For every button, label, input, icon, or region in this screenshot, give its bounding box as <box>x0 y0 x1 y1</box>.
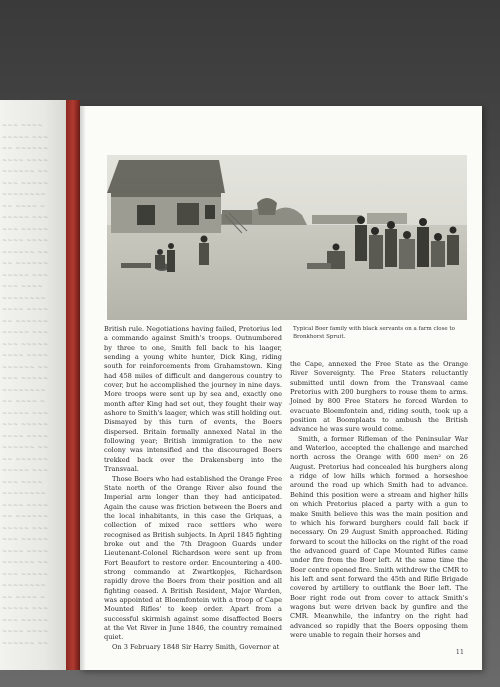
text-column-right <box>290 360 468 640</box>
book-page <box>80 106 482 670</box>
page-number: 11 <box>455 648 464 656</box>
book-cover-edge <box>66 100 80 670</box>
farm-scene-image <box>107 155 467 320</box>
paragraph: On 3 February 1848 Sir Harry Smith, Governor at <box>112 642 280 651</box>
photo-caption: Typical Boer family with black servants on a farm close to Bronkhorst Spruit. <box>293 326 455 340</box>
facing-page-edge <box>0 100 80 670</box>
paragraph: the Cape, annexed the Free State as the Orange River Sovereignty. The Free Staters reluctantly submitted until down from the Transvaal came Pretorius with 200 burghers to rouse them to arms. Joined by 800 Free Staters he forced Warden to evacuate Bloemfontein and, riding south, took up a position at Boomplaats to ambush the British advance he was sure would come. <box>290 360 468 434</box>
historical-photograph <box>107 155 467 320</box>
bleed-through-text: ~~~ ~~~~ ~~~~~ ~~~ ~~ ~~~~~~ ~~~~ ~~~~ ~~~~~~ ~~ ~~~ ~~~~~ ~~~~~~~~ ~~ ~~~~ ~ ~~~~~ ~~~ ~~~ ~~~~~ ~~~~ ~~~~ ~~~~~~ ~~ ~~ ~~~~~~ ~~~~~ ~~~ ~~~ ~~~~ ~~~~~~~~ ~~~~ ~~~~ ~~ ~~~~~~ ~~~~~ ~~~ ~~~ ~~~~~ ~~~~ ~~~~ ~~~~~~ ~~ ~~~ ~~~~~ ~~~~~~~~ ~~ ~~~~ ~ ~~~~~ ~~~ ~~~ ~~~~~ ~~~~ ~~~~ ~~~~~~ ~~ ~~ ~~~~~~ ~~~~~ ~~~ ~~~ ~~~~ ~~~~~~~~ ~~~~ ~~~~ ~~ ~~~~~~ ~~~~~ ~~~ ~~~ ~~~~~ ~~~~ ~~~~ ~~~~~~ ~~ ~~~ ~~~~~ ~~~~~~~~ ~~ ~~~~ ~ ~~~~~ ~~~ ~~~ ~~~~~ ~~~~ ~~~~ ~~~~~~ ~~ <box>2 122 49 647</box>
paragraph: British rule. Negotiations having failed, Pretorius led a commando against Smith's troops. Outnumbered by three to one, Smith fell back to his laager, sending a young white hunter, Dick King, riding south for reinforcements from Grahamstown. King had 458 miles of difficult and dangerous country to cover, but he accomplished the journey in nine days. More troops were sent up by sea and, exactly one month after King had set out, they fought their way ashore to Smith's laager, which was still holding out. Dismayed by this turn of events, the Boers dispersed. Britain formally annexed Natal in the following year; British immigration to the new colony was intensified and the discouraged Boers trekked back over the Drakensberg into the Transvaal. <box>104 325 283 474</box>
text-column-left <box>104 325 282 652</box>
paragraph: Smith, a former Rifleman of the Peninsular War and Waterloo, accepted the challenge and marched north across the Orange with 600 men² on 26 August. Pretorius had concealed his burghers along a ridge of low hills which formed a horseshoe around the road up which Smith had to advance. Behind this position were a stream and higher hills on which Pretorius placed a party with a gun to make Smith believe this was the main position and to which his forward burghers could fall back if necessary. On 29 August Smith approached. Riding forward to scout the hillocks on the right of the road the advanced guard of Cape Mounted Rifles came under fire from the Boer left. At the same time the Boer centre opened fire. Smith withdrew the CMR to his left and sent forward the 45th and Rifle Brigade covered by artillery to outflank the Boer left. The Boer right rode out from cover to attack Smith's wagons but were driven back by gunfire and the CMR. Meanwhile, the infantry on the right had advanced so rapidly that the Boers opposing them were unable to regain their horses and <box>290 434 468 639</box>
paragraph: Those Boers who had established the Orange Free State north of the Orange River also found the Imperial arm longer than they had anticipated. Again the cause was friction between the Boers and the local inhabitants, in this case the Griquas, a collection of mixed race settlers who were recognised as British subjects. In April 1845 fighting broke out and the 7th Dragoon Guards under Lieutenant-Colonel Richardson were sent up from Fort Beaufort to restore order. Encountering a 400-strong commando at Zwartkopjes, Richardson rapidly drove the Boers from their position and all fighting ceased. A British Resident, Major Warden, was appointed at Bloemfontein with a troop of Cape Mounted Rifles' to keep order. Apart from a successful skirmish against some disaffected Boers at the Vet River in June 1846, the country remained quiet. <box>104 474 282 642</box>
page-gutter-shadow <box>80 106 86 670</box>
